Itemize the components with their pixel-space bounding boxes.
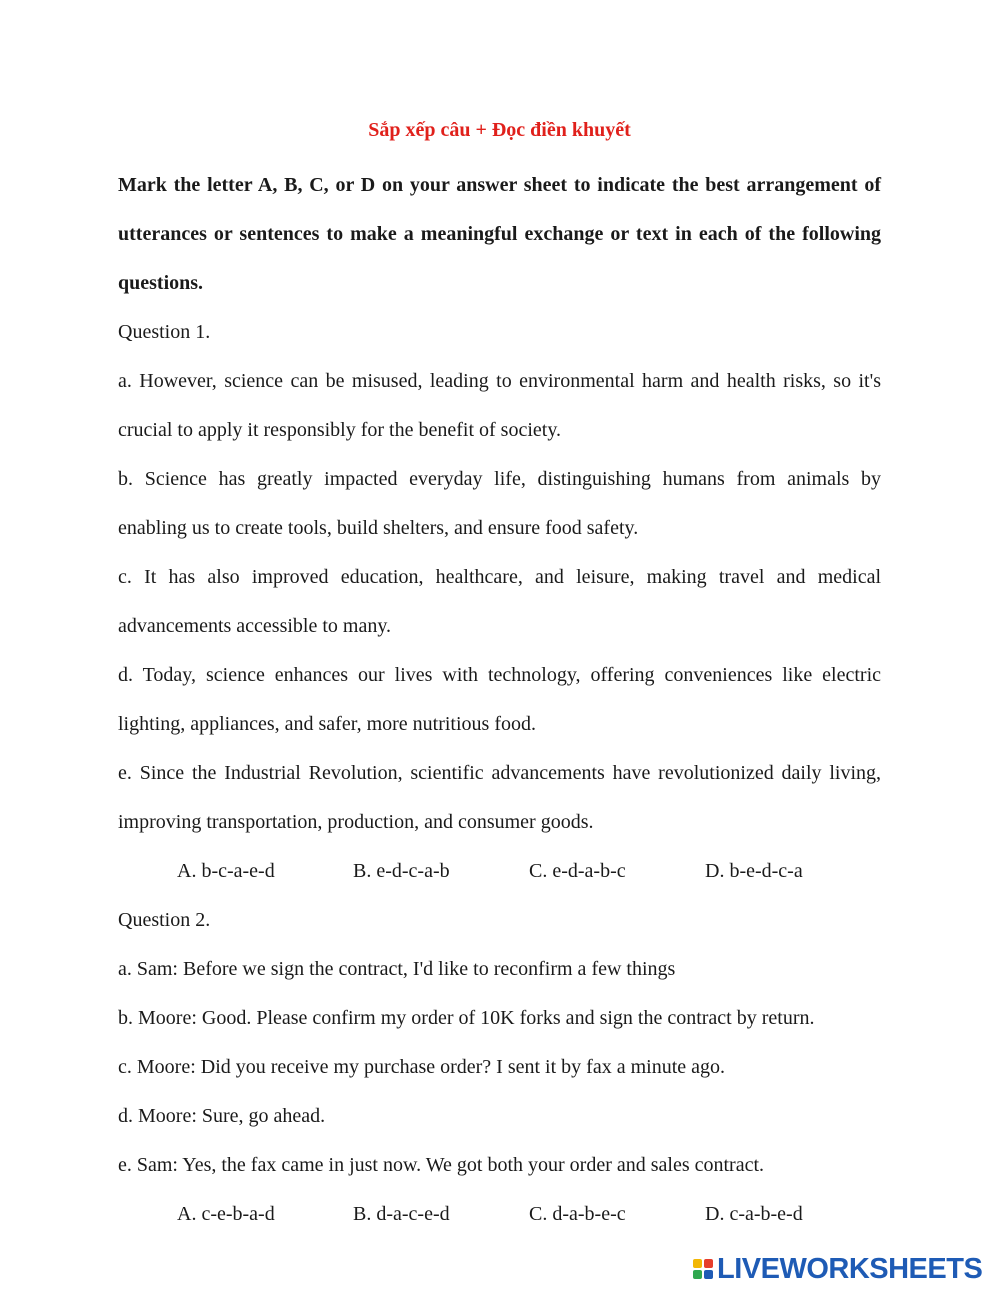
sentence-item: b. Science has greatly impacted everyday life, distinguishing humans from animals by enabling us to create tools, build shelters, and ensure food safety. — [118, 468, 881, 539]
logo-square — [693, 1270, 702, 1279]
page-title: Sắp xếp câu + Đọc điền khuyết — [368, 119, 631, 141]
sentence-item: e. Sam: Yes, the fax came in just now. We got both your order and sales contract. — [118, 1154, 765, 1176]
logo-square — [693, 1259, 702, 1268]
logo-square — [704, 1259, 713, 1268]
question-block — [118, 308, 881, 896]
sentence-item: a. However, science can be misused, leading to environmental harm and health risks, so it's crucial to apply it responsibly for the benefit of society. — [118, 370, 881, 441]
question-block — [118, 896, 881, 1239]
sentence-item: d. Moore: Sure, go ahead. — [118, 1105, 326, 1127]
answer-options — [118, 1190, 881, 1239]
option-c[interactable]: C. e-d-a-b-c — [529, 860, 626, 882]
option-b[interactable]: B. e-d-c-a-b — [353, 860, 450, 882]
logo-square — [704, 1270, 713, 1279]
sentence-item: a. Sam: Before we sign the contract, I'd like to reconfirm a few things — [118, 958, 676, 980]
instruction-text: Mark the letter A, B, C, or D on your answer sheet to indicate the best arrangement of utterances or sentences to make a meaningful exchange or text in each of the following questions. — [118, 174, 881, 294]
sentence-item: b. Moore: Good. Please confirm my order of 10K forks and sign the contract by return. — [118, 1007, 815, 1029]
liveworksheets-logo-icon — [693, 1259, 713, 1279]
option-d[interactable]: D. c-a-b-e-d — [705, 1203, 803, 1225]
sentence-item: c. Moore: Did you receive my purchase order? I sent it by fax a minute ago. — [118, 1056, 726, 1078]
sentence-item: d. Today, science enhances our lives with technology, offering conveniences like electric lighting, appliances, and safer, more nutritious food. — [118, 664, 881, 735]
option-b[interactable]: B. d-a-c-e-d — [353, 1203, 450, 1225]
sentence-item: e. Since the Industrial Revolution, scientific advancements have revolutionized daily living, improving transportation, production, and consumer goods. — [118, 762, 881, 833]
question-label: Question 2. — [118, 909, 211, 931]
option-c[interactable]: C. d-a-b-e-c — [529, 1203, 626, 1225]
sentence-item: c. It has also improved education, healthcare, and leisure, making travel and medical advancements accessible to many. — [118, 566, 881, 637]
worksheet-page — [118, 112, 881, 1239]
question-label: Question 1. — [118, 321, 211, 343]
option-d[interactable]: D. b-e-d-c-a — [705, 860, 803, 882]
logo-text: LIVEWORKSHEETS — [717, 1253, 983, 1285]
answer-options — [118, 847, 881, 896]
option-a[interactable]: A. c-e-b-a-d — [177, 1203, 275, 1225]
option-a[interactable]: A. b-c-a-e-d — [177, 860, 275, 882]
liveworksheets-logo[interactable] — [693, 1254, 982, 1284]
